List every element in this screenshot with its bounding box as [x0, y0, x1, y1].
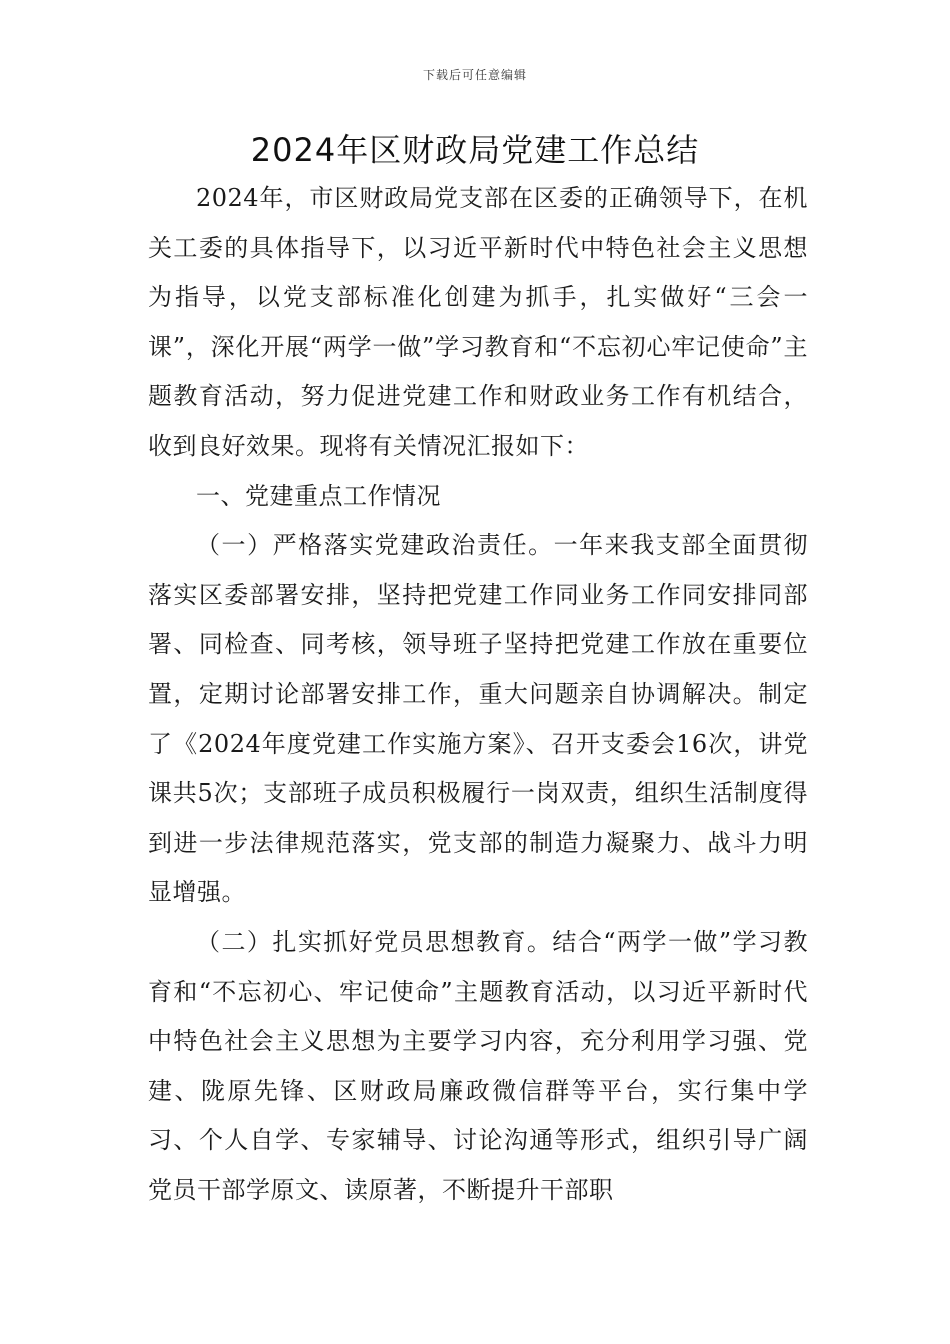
item-paragraph-1: （一）严格落实党建政治责任。一年来我支部全面贯彻落实区委部署安排，坚持把党建工作同业务工作同安排同部署、同检查、同考核，领导班子坚持把党建工作放在重要位置，定期讨论部署安排工作，重大问题亲自协调解决。制定了《2024年度党建工作实施方案》、召开支委会16次，讲党课共5次；支部班子成员积极履行一岗双责，组织生活制度得到进一步法律规范落实，党支部的制造力凝聚力、战斗力明显增强。: [148, 531, 808, 907]
intro-paragraph: 2024年，市区财政局党支部在区委的正确领导下，在机关工委的具体指导下，以习近平新时代中特色社会主义思想为指导，以党支部标准化创建为抓手，扎实做好“三会一课”，深化开展“两学一做”学习教育和“不忘初心牢记使命”主题教育活动，努力促进党建工作和财政业务工作有机结合，收到良好效果。现将有关情况汇报如下：: [148, 184, 808, 460]
item-paragraph-2: （二）扎实抓好党员思想教育。结合“两学一做”学习教育和“不忘初心、牢记使命”主题教育活动，以习近平新时代中特色社会主义思想为主要学习内容，充分利用学习强、党建、陇原先锋、区财政局廉政微信群等平台，实行集中学习、个人自学、专家辅导、讨论沟通等形式，组织引导广阔党员干部学原文、读原著，不断提升干部职: [148, 927, 808, 1204]
section-heading: 一、党建重点工作情况: [196, 481, 441, 510]
document-body: [148, 174, 808, 1215]
document-title: 2024年区财政局党建工作总结: [250, 131, 700, 169]
header-note: 下载后可任意编辑: [422, 68, 527, 82]
